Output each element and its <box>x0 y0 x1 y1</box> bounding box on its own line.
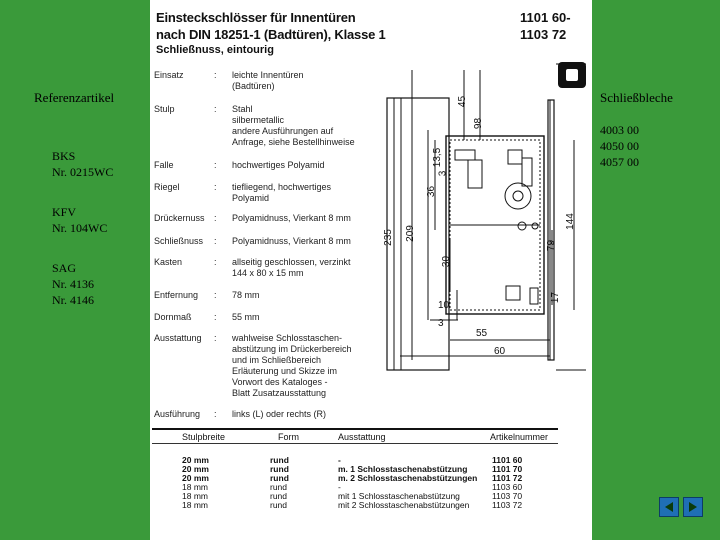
schliessblech-number: 4057 00 <box>600 155 639 169</box>
dim-label: 17 <box>550 291 562 304</box>
title-line-2: nach DIN 18251-1 (Badtüren), Klasse 1 <box>156 27 386 42</box>
header-artikelnummer: Artikelnummer <box>490 432 549 442</box>
ref-brand: KFV <box>52 205 77 219</box>
triangle-right-icon <box>687 501 699 513</box>
ref-number: Nr. 4146 <box>52 293 94 307</box>
spec-value: links (L) oder rechts (R) <box>232 409 327 419</box>
ref-sag <box>52 260 94 308</box>
article-table <box>152 428 558 510</box>
spec-key: Kasten <box>154 257 183 267</box>
dim-label: 3 <box>437 170 449 177</box>
dim-label: 235 <box>382 229 394 246</box>
right-panel <box>592 0 720 540</box>
ref-bks <box>52 148 113 180</box>
header-ausstattung: Ausstattung <box>338 432 386 442</box>
spec-key: Ausstattung <box>154 333 202 343</box>
article-line-1: 1101 60- <box>520 10 571 25</box>
ref-number: Nr. 0215WC <box>52 165 114 179</box>
dim-label: 55 <box>476 328 488 339</box>
header-stulpbreite: Stulpbreite <box>182 432 226 442</box>
table-row: 20 mm rund m. 2 Schlosstaschenabstützungen 1101 72 <box>182 473 523 483</box>
spec-value: 55 mm <box>232 312 260 322</box>
ref-number: Nr. 4136 <box>52 277 94 291</box>
schliessblech-number: 4050 00 <box>600 139 639 153</box>
schliessbleche-title: Schließbleche <box>600 90 673 105</box>
lock-technical-drawing <box>150 0 592 430</box>
spec-value: Polyamidnuss, Vierkant 8 mm <box>232 213 351 223</box>
dim-label: 144 <box>564 213 576 230</box>
table-header <box>152 430 558 444</box>
ref-brand: BKS <box>52 149 76 163</box>
table-row: 18 mm rund mit 2 Schlosstaschenabstützungen 1103 72 <box>182 500 523 510</box>
triangle-left-icon <box>663 501 675 513</box>
spec-key: Stulp <box>154 104 175 114</box>
article-line-2: 1103 72 <box>520 27 567 42</box>
dim-label: 79 <box>546 239 558 252</box>
ref-number: Nr. 104WC <box>52 221 108 235</box>
dim-label: 10 <box>438 300 450 311</box>
spec-value: Polyamidnuss, Vierkant 8 mm <box>232 236 351 246</box>
prev-slide-button[interactable] <box>659 497 679 517</box>
table-row: 18 mm rund mit 1 Schlosstaschenabstützung 1103 70 <box>182 491 523 501</box>
spec-key: Riegel <box>154 182 180 192</box>
header-form: Form <box>278 432 299 442</box>
spec-key: Einsatz <box>154 70 184 80</box>
ref-brand: SAG <box>52 261 77 275</box>
spec-key: Falle <box>154 160 174 170</box>
dim-label: 13,5 <box>432 147 444 168</box>
ref-kfv <box>52 204 107 236</box>
catalog-page: Einsteckschlösser für Innentüren nach DIN 18251-1 (Badtüren), Klasse 1 Schließnuss, eintourig 1101 60- 1103 72 Einsatz : leichte Innentüren (Badtüren) Stulp : Stahl silbermetallic andere Ausführungen auf Anfrage, siehe Bestellhinweise Falle : hochwertiges Polyamid Riegel : tiefliegend, hochwertiges Polyamid Drückernuss : Polyamidnuss, Vierkant 8 mm Schließnuss : Polyamidnuss, Vierkant 8 mm Kasten : allseitig geschlossen, verzinkt 144 x 80 x 15 mm Entfernung : 78 mm Dornmaß : 55 mm Ausstattung : wahlweise Schlosstaschen- abstützung im Drückerbereich und im Schließbereich Erläuterung und Skizze im Vorwort des Kataloges - Blatt Zusatzausstattung Ausführung : links (L) oder rechts (R) 45 98 3 36 13,5 209 235 30 10 3 55 60 79 144 17 Stulpbreite Form Ausstattung Artikelnummer 20 mm rund - 1101 60 20 mm rund m. 1 Schlosstaschenabstützung 1101 70 20 mm rund m. 2 Schlosstaschenabstützungen 1101 72 18 mm rund - 1103 60 18 mm rund mit 1 Schlosstaschenabstützung 1103 70 18 mm rund mit 2 Schlosstaschenabstützungen 1103 72 <box>150 0 592 540</box>
dim-label: 45 <box>457 95 469 108</box>
spec-value: leichte Innentüren (Badtüren) <box>232 70 304 91</box>
spec-value: Stahl silbermetallic andere Ausführungen auf Anfrage, siehe Bestellhinweise <box>232 104 355 147</box>
spec-value: wahlweise Schlosstaschen- abstützung im Drückerbereich und im Schließbereich Erläuterung und Skizze im Vorwort des Kataloges - Blatt Zusatzausstattung <box>232 333 352 398</box>
spec-key: Entfernung <box>154 290 199 300</box>
table-row: 18 mm rund - 1103 60 <box>182 482 523 492</box>
dim-label: 209 <box>404 225 416 242</box>
spec-value: 78 mm <box>232 290 260 300</box>
title-line-1: Einsteckschlösser für Innentüren <box>156 10 356 25</box>
page-subtitle: Schließnuss, eintourig <box>156 44 274 56</box>
spec-value: tiefliegend, hochwertiges Polyamid <box>232 182 332 203</box>
spec-key: Drückernuss <box>154 213 205 223</box>
spec-key: Ausführung <box>154 409 201 419</box>
referenzartikel-title: Referenzartikel <box>34 90 115 105</box>
spec-key: Schließnuss <box>154 236 204 246</box>
schliessblech-number: 4003 00 <box>600 123 639 137</box>
dim-label: 30 <box>441 255 453 268</box>
dim-label: 3 <box>438 318 444 329</box>
table-row: 20 mm rund m. 1 Schlosstaschenabstützung 1101 70 <box>182 464 523 474</box>
dim-label: 60 <box>494 346 506 357</box>
table-row: 20 mm rund - 1101 60 <box>182 455 523 465</box>
spec-value: allseitig geschlossen, verzinkt 144 x 80 x 15 mm <box>232 257 351 278</box>
spec-key: Dornmaß <box>154 312 192 322</box>
dim-label: 36 <box>426 185 438 198</box>
dim-label: 98 <box>473 117 485 130</box>
schliessbleche-list <box>600 122 639 170</box>
spec-value: hochwertiges Polyamid <box>232 160 325 170</box>
next-slide-button[interactable] <box>683 497 703 517</box>
